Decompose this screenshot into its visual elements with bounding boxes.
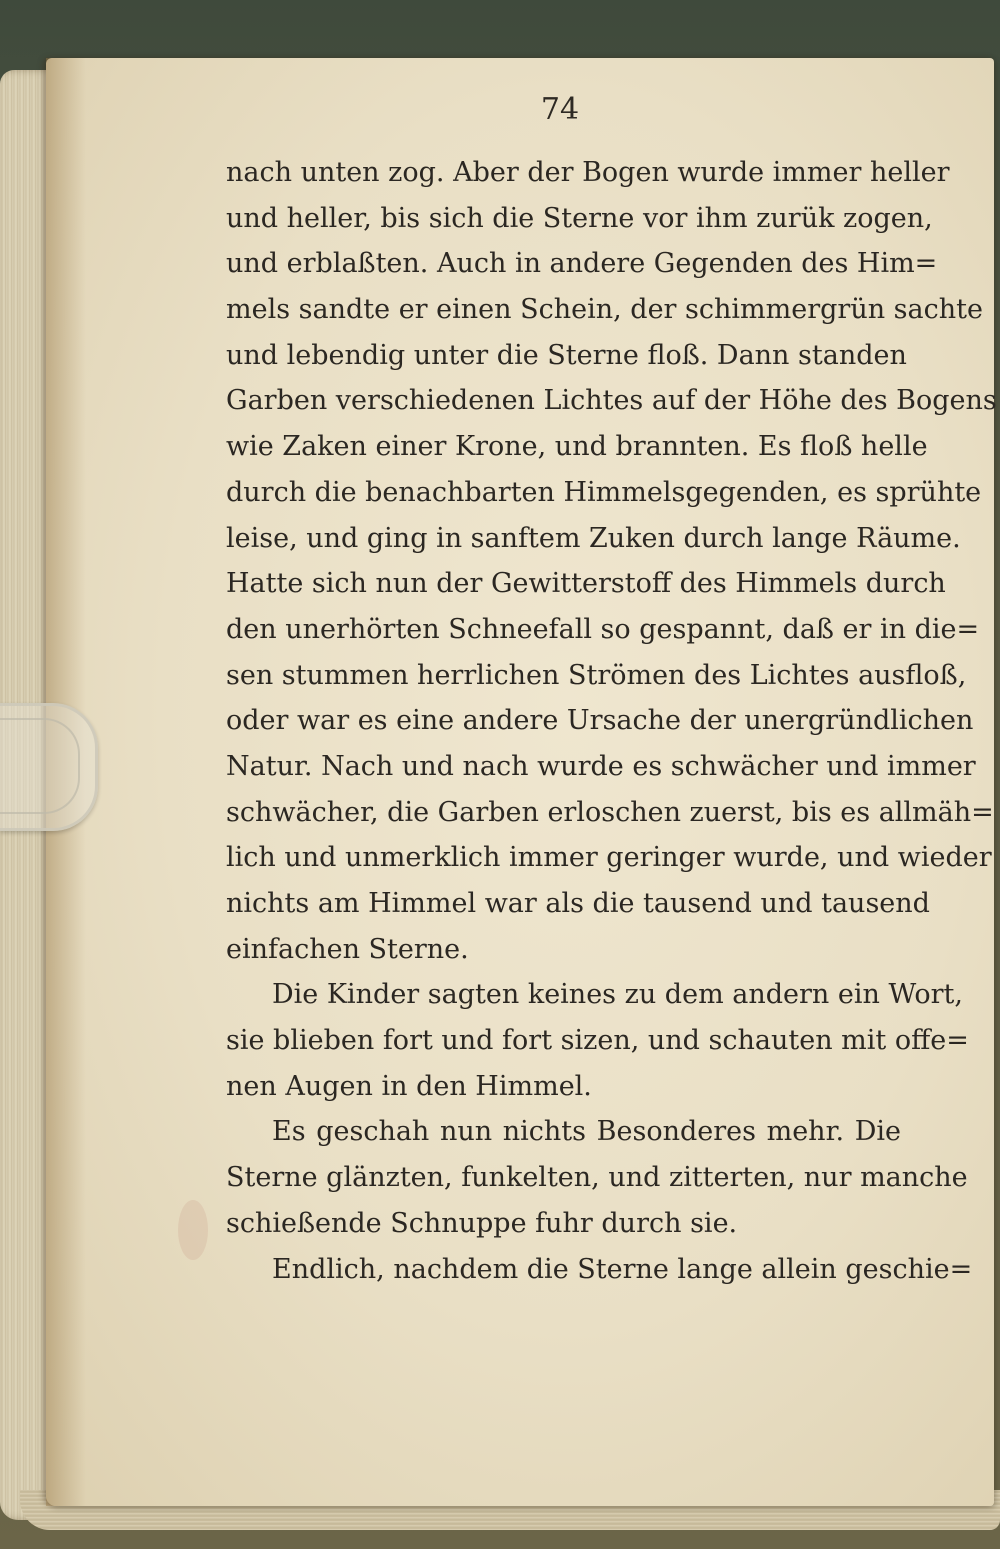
text-line: den unerhörten Schneefall so gespannt, daß er in die= <box>226 613 980 645</box>
text-line: und lebendig unter die Sterne floß. Dann standen <box>226 339 907 371</box>
page-number: 74 <box>540 92 580 127</box>
paper-stain <box>178 1200 208 1260</box>
text-line: mels sandte er einen Schein, der schimmergrün sachte <box>226 294 983 326</box>
text-line: nach unten zog. Aber der Bogen wurde immer heller <box>226 157 950 188</box>
text-line: Sterne glänzten, funkelten, und zitterten, nur manche <box>226 1162 968 1194</box>
text-line: Es geschah nun nichts Besonderes mehr. Die <box>272 1116 901 1148</box>
text-line: Hatte sich nun der Gewitterstoff des Himmels durch <box>226 568 946 600</box>
text-line: und heller, bis sich die Sterne vor ihm zurük zogen, <box>226 202 933 234</box>
text-line: durch die benachbarten Himmelsgegenden, es sprühte <box>226 476 982 508</box>
text-line: wie Zaken einer Krone, und brannten. Es floß helle <box>226 431 928 463</box>
text-line: nichts am Himmel war als die tausend und tausend <box>226 888 930 919</box>
text-line: sen stummen herrlichen Strömen des Lichtes ausfloß, <box>226 659 967 691</box>
page-body-text <box>226 150 997 1292</box>
text-line: schwächer, die Garben erloschen zuerst, bis es allmäh= <box>226 796 994 828</box>
text-line: einfachen Sterne. <box>226 933 469 965</box>
text-line: nen Augen in den Himmel. <box>226 1070 592 1102</box>
text-line: lich und unmerklich immer geringer wurde, und wieder <box>226 842 992 874</box>
text-line: sie blieben fort und fort sizen, und schauten mit offe= <box>226 1025 969 1057</box>
text-line: leise, und ging in sanftem Zuken durch lange Räume. <box>226 522 961 554</box>
text-line: Natur. Nach und nach wurde es schwächer und immer <box>226 750 976 782</box>
text-line: Die Kinder sagten keines zu dem andern ein Wort, <box>272 979 963 1011</box>
text-line: oder war es eine andere Ursache der unergründlichen <box>226 705 974 737</box>
text-line: Endlich, nachdem die Sterne lange allein geschie= <box>272 1253 973 1285</box>
text-line: Garben verschiedenen Lichtes auf der Höhe des Bogens <box>226 385 997 417</box>
text-line: und erblaßten. Auch in andere Gegenden des Him= <box>226 248 938 280</box>
text-line: schießende Schnuppe fuhr durch sie. <box>226 1207 738 1239</box>
bookmark-clip-inner <box>0 718 80 814</box>
